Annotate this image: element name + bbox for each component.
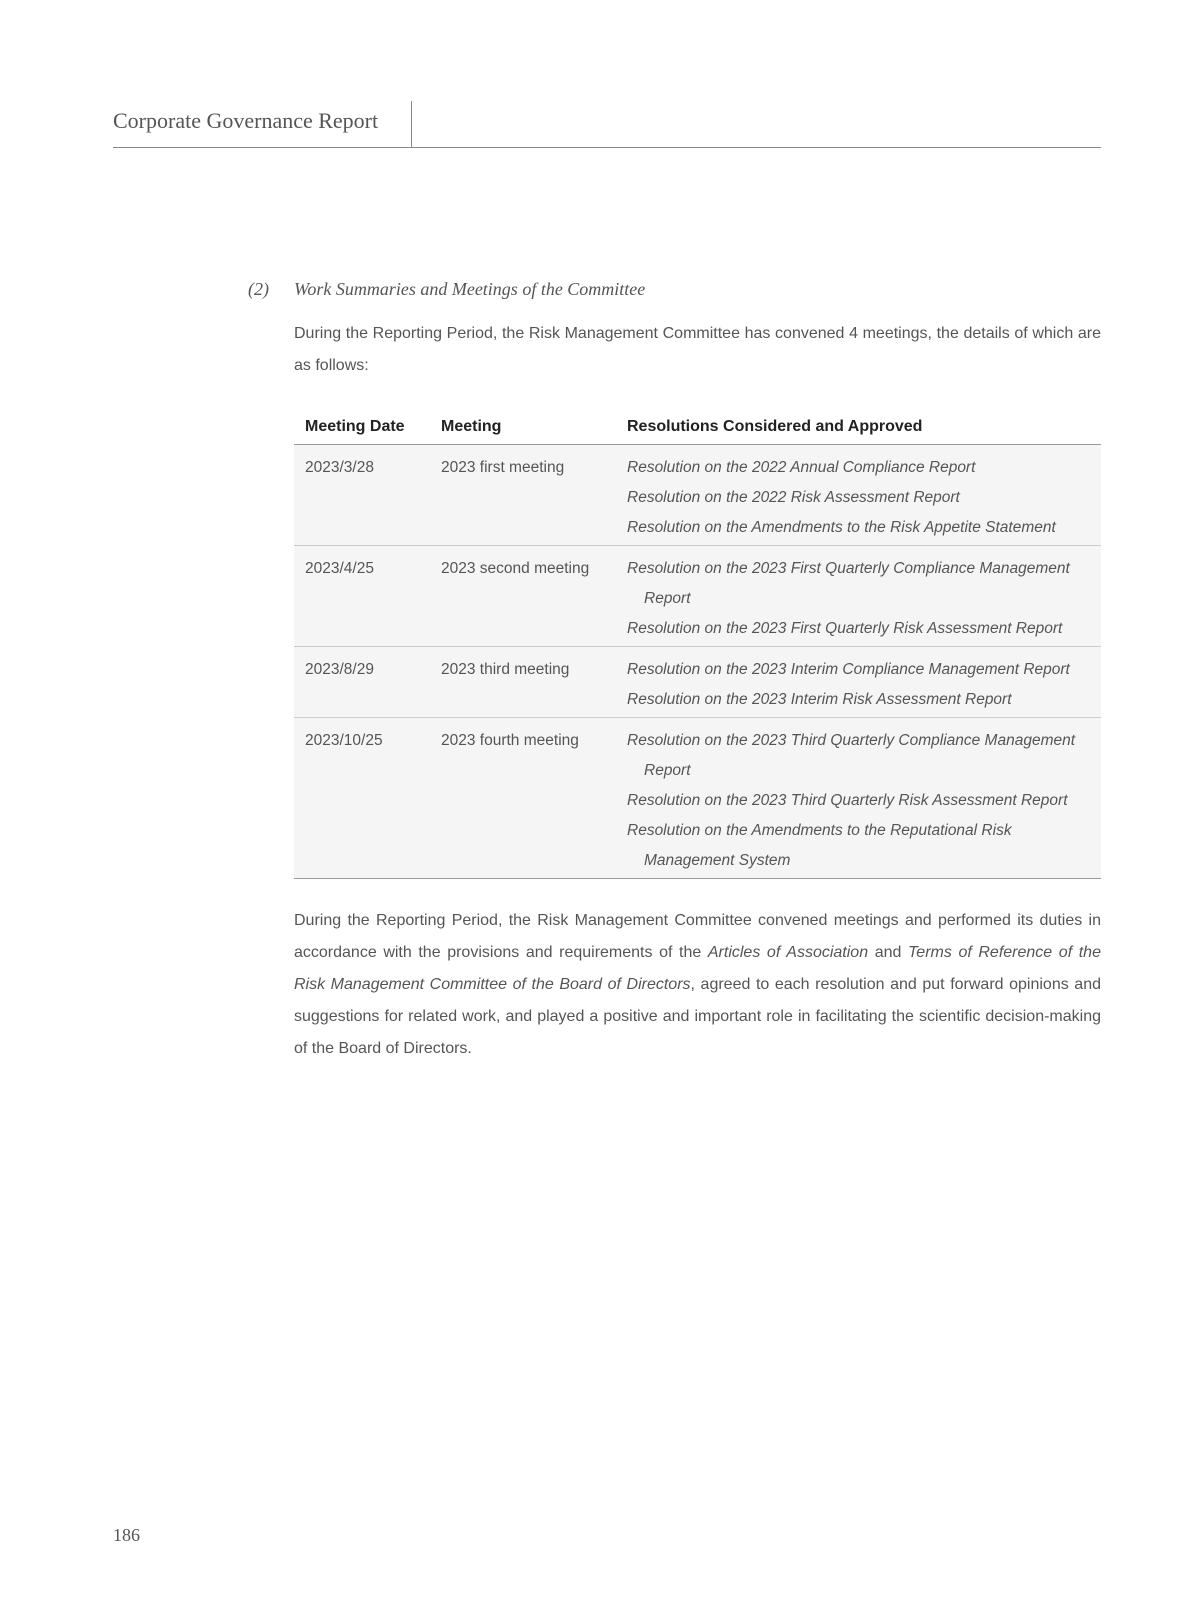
resolution-item: Resolution on the 2023 Interim Compliance Management Report xyxy=(627,661,1070,678)
meeting-date: 2023/4/25 xyxy=(294,546,430,647)
table-row xyxy=(294,546,1101,647)
resolution-item: Resolution on the 2023 First Quarterly Risk Assessment Report xyxy=(627,620,1063,637)
meetings-table xyxy=(294,412,1101,879)
table-row xyxy=(294,647,1101,718)
meeting-date: 2023/8/29 xyxy=(294,647,430,718)
resolution-item: Resolution on the 2022 Risk Assessment Report xyxy=(627,489,960,506)
col-header-meeting: Meeting xyxy=(430,412,616,445)
meeting-date: 2023/10/25 xyxy=(294,718,430,879)
header-rule xyxy=(113,147,1101,148)
resolutions-cell xyxy=(616,647,1101,718)
resolutions-cell xyxy=(616,718,1101,879)
table-row xyxy=(294,718,1101,879)
col-header-date: Meeting Date xyxy=(294,412,430,445)
meeting-date: 2023/3/28 xyxy=(294,445,430,546)
page-number: 186 xyxy=(113,1525,140,1545)
resolutions-cell xyxy=(616,445,1101,546)
resolution-item: Resolution on the Amendments to the Reputational Risk Management System xyxy=(627,822,1012,869)
resolution-item: Resolution on the Amendments to the Risk Appetite Statement xyxy=(627,519,1056,536)
section-number: (2) xyxy=(248,279,269,299)
closing-paragraph: During the Reporting Period, the Risk Management Committee convened meetings and performed its duties in accordance with the provisions and requirements of the Articles of Association and Terms of Reference of the Risk Management Committee of the Board of Directors, agreed to each resolution and put forward opinions and suggestions for related work, and played a positive and important role in facilitating the scientific decision-making of the Board of Directors. xyxy=(294,912,1101,1057)
intro-paragraph: During the Reporting Period, the Risk Management Committee has convened 4 meetings, the details of which are as follows: xyxy=(294,325,1101,374)
meeting-name: 2023 second meeting xyxy=(430,546,616,647)
resolution-item: Resolution on the 2022 Annual Compliance Report xyxy=(627,459,976,476)
meeting-name: 2023 third meeting xyxy=(430,647,616,718)
col-header-resolutions: Resolutions Considered and Approved xyxy=(616,412,1101,445)
header-divider xyxy=(411,101,412,147)
resolution-item: Resolution on the 2023 Third Quarterly Risk Assessment Report xyxy=(627,792,1068,809)
section-title: Work Summaries and Meetings of the Committee xyxy=(294,279,646,299)
meeting-name: 2023 fourth meeting xyxy=(430,718,616,879)
doc-title: Articles of Association xyxy=(707,944,869,961)
resolution-item: Resolution on the 2023 First Quarterly Compliance Management Report xyxy=(627,560,1070,607)
table-row xyxy=(294,445,1101,546)
resolutions-cell xyxy=(616,546,1101,647)
resolution-item: Resolution on the 2023 Third Quarterly Compliance Management Report xyxy=(627,732,1076,779)
resolution-item: Resolution on the 2023 Interim Risk Assessment Report xyxy=(627,691,1012,708)
doc-title: Terms of Reference of the Risk Management Committee of the Board of Directors xyxy=(294,944,1101,993)
meeting-name: 2023 first meeting xyxy=(430,445,616,546)
running-header: Corporate Governance Report xyxy=(113,108,379,133)
